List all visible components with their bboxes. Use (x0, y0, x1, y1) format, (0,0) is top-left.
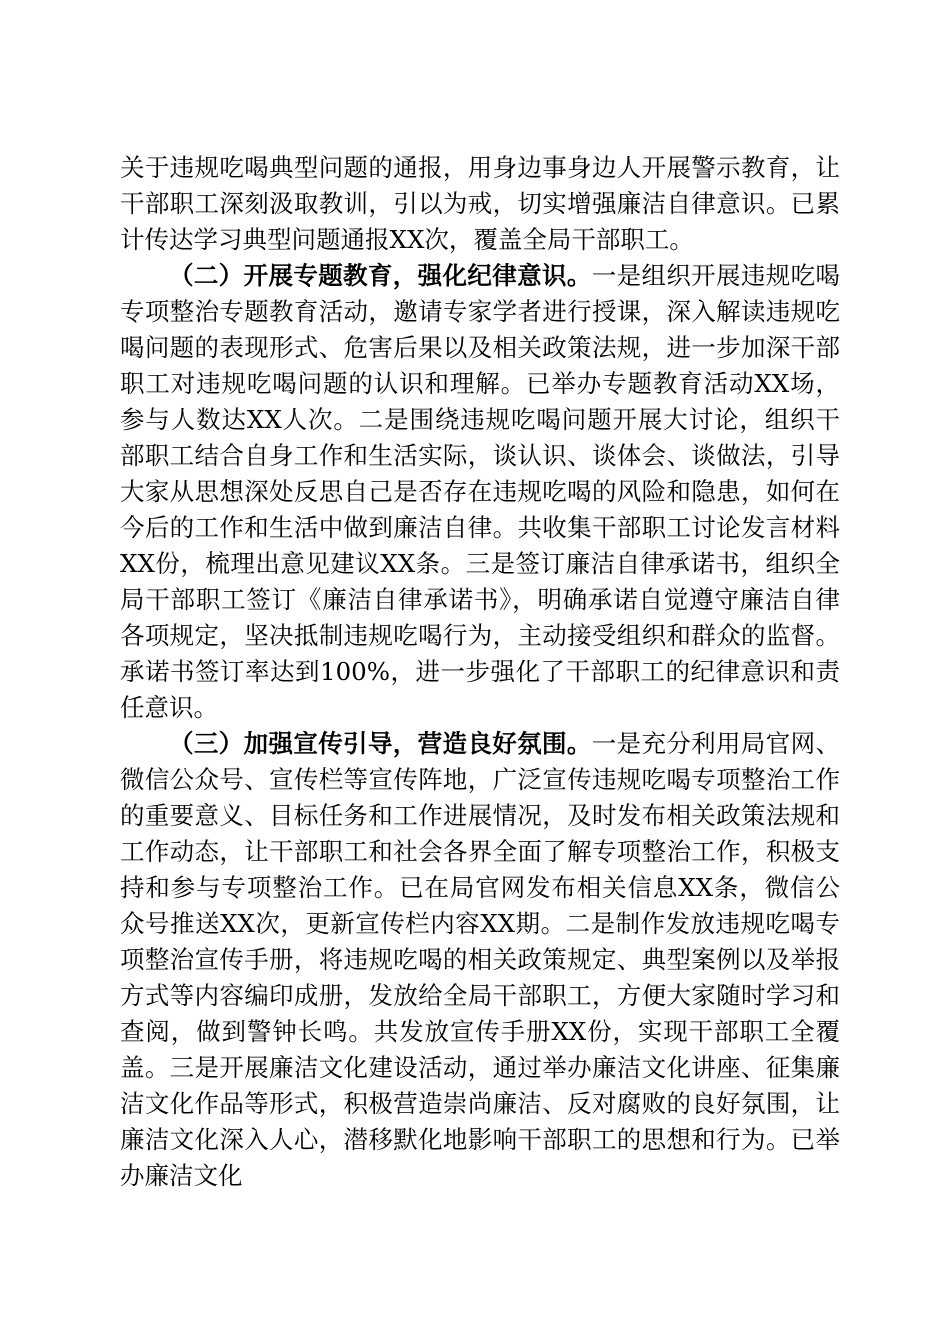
section-heading: （三）加强宣传引导，营造良好氛围。 (169, 729, 592, 758)
paragraph-section-3 (120, 726, 840, 1194)
paragraph-continuation (120, 150, 840, 258)
paragraph-body: 一是组织开展违规吃喝专项整治专题教育活动，邀请专家学者进行授课，深入解读违规吃喝问题的表现形式、危害后果以及相关政策法规，进一步加深干部职工对违规吃喝问题的认识和理解。已举办专题教育活动XX场，参与人数达XX人次。二是围绕违规吃喝问题开展大讨论，组织干部职工结合自身工作和生活实际，谈认识、谈体会、谈做法，引导大家从思想深处反思自己是否存在违规吃喝的风险和隐患，如何在今后的工作和生活中做到廉洁自律。共收集干部职工讨论发言材料XX份，梳理出意见建议XX条。三是签订廉洁自律承诺书，组织全局干部职工签订《廉洁自律承诺书》，明确承诺自觉遵守廉洁自律各项规定，坚决抵制违规吃喝行为，主动接受组织和群众的监督。承诺书签订率达到100%，进一步强化了干部职工的纪律意识和责任意识。 (120, 261, 841, 722)
document-body (120, 150, 840, 1194)
paragraph-body: 关于违规吃喝典型问题的通报，用身边事身边人开展警示教育，让干部职工深刻汲取教训，引以为戒，切实增强廉洁自律意识。已累计传达学习典型问题通报XX次，覆盖全局干部职工。 (120, 153, 840, 254)
paragraph-body: 一是充分利用局官网、微信公众号、宣传栏等宣传阵地，广泛宣传违规吃喝专项整治工作的重要意义、目标任务和工作进展情况，及时发布相关政策法规和工作动态，让干部职工和社会各界全面了解专项整治工作，积极支持和参与专项整治工作。已在局官网发布相关信息XX条，微信公众号推送XX次，更新宣传栏内容XX期。二是制作发放违规吃喝专项整治宣传手册，将违规吃喝的相关政策规定、典型案例以及举报方式等内容编印成册，发放给全局干部职工，方便大家随时学习和查阅，做到警钟长鸣。共发放宣传手册XX份，实现干部职工全覆盖。三是开展廉洁文化建设活动，通过举办廉洁文化讲座、征集廉洁文化作品等形式，积极营造崇尚廉洁、反对腐败的良好氛围，让廉洁文化深入人心，潜移默化地影响干部职工的思想和行为。已举办廉洁文化 (120, 729, 841, 1190)
paragraph-section-2 (120, 258, 840, 726)
section-heading: （二）开展专题教育，强化纪律意识。 (169, 261, 592, 290)
